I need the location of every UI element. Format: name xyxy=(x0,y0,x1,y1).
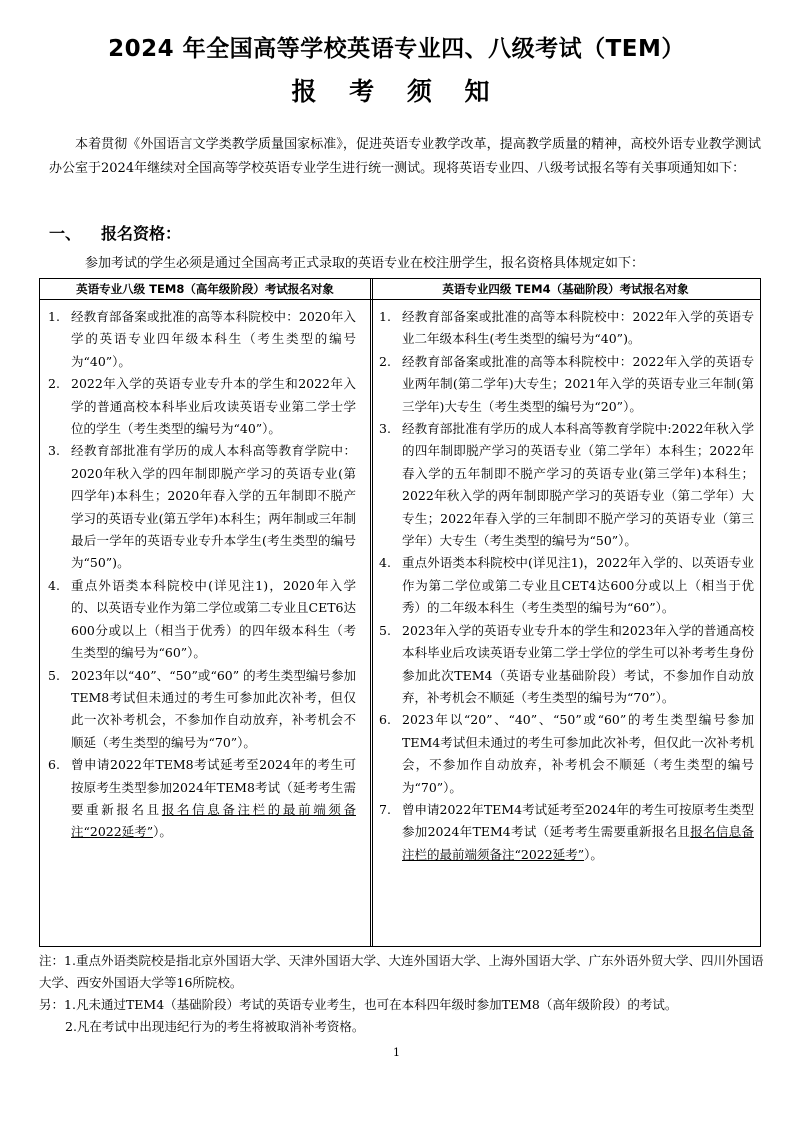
list-item: 7. 曾申请2022年TEM4考试延考至2024年的考生可按原考生类型参加2024年TEM4考试（延考考生需要重新报名且报名信息备注栏的最前端须备注“2022延考”）。 xyxy=(379,801,754,862)
intro-paragraph: 本着贯彻《外国语言文学类教学质量国家标准》，促进英语专业教学改革，提高教学质量的精神，高校外语专业教学测试办公室于2024年继续对全国高等学校英语专业学生进行统一测试。现将英语专业四、八级考试报名等有关事项通知如下： xyxy=(49,137,761,176)
tem8-list xyxy=(40,300,370,844)
list-item: 5. 2023年以“40”、“50”或“60” 的考生类型编号参加TEM8考试但未通过的考生可参加此次补考，但仅此一次补考机会，不参加作自动放弃，补考机会不顺延（考生类型的编号为“70”）。 xyxy=(48,667,356,750)
list-item: 4. 重点外语类本科院校中(详见注1)，2022年入学的、以英语专业作为第二学位或第二专业且CET4达600分或以上（相当于优秀）的二年级本科生（考生类型的编号为“60”）。 xyxy=(379,555,754,616)
list-item: 2. 经教育部备案或批准的高等本科院校中：2022年入学的英语专业两年制(第二学年)大专生；2021年入学的英语专业三年制(第三学年)大专生（考生类型的编号为“20”）。 xyxy=(379,353,754,414)
list-item: 5. 2023年入学的英语专业专升本的学生和2023年入学的普通高校本科毕业后攻读英语专业第二学士学位的学生可以补考考生身份参加此次TEM4（英语专业基础阶段）考试，不参加作自动放弃，补考机会不顺延（考生类型的编号为“70”）。 xyxy=(379,622,754,705)
tem4-column-header: 英语专业四级 TEM4（基础阶段）考试报名对象 xyxy=(371,279,760,300)
tem8-column-header: 英语专业八级 TEM8（高年级阶段）考试报名对象 xyxy=(40,279,370,300)
list-item: 1. 经教育部备案或批准的高等本科院校中：2020年入学的英语专业四年级本科生（考生类型的编号为“40”）。 xyxy=(48,309,356,369)
list-item: 6. 曾申请2022年TEM8考试延考至2024年的考生可按原考生类型参加2024年TEM8考试（延考考生需要重新报名且报名信息备注栏的最前端须备注“2022延考”）。 xyxy=(48,757,356,840)
list-item: 6. 2023年以“20”、“40”、“50”或“60”的考生类型编号参加TEM4考试但未通过的考生可参加此次补考，但仅此一次补考机会，不参加作自动放弃，补考机会不顺延（考生类型的编号为“70”）。 xyxy=(379,712,754,795)
document-title: 2024 年全国高等学校英语专业四、八级考试（TEM） xyxy=(108,36,685,62)
eligibility-table xyxy=(39,278,761,947)
section-heading-eligibility xyxy=(49,220,181,248)
list-item: 3. 经教育部批准有学历的成人本科高等教育学院中：2020年秋入学的四年制即脱产学习的英语专业(第四学年)本科生；2020年春入学的五年制即不脱产学习的英语专业(第五学年)本科生；两年制或三年制最后一学年的英语专业专升本学生(考生类型的编号为“50”)。 xyxy=(48,443,356,571)
lead-paragraph: 参加考试的学生必须是通过全国高考正式录取的英语专业在校注册学生，报名资格具体规定如下： xyxy=(85,256,645,271)
list-item: 4. 重点外语类本科院校中(详见注1)，2020年入学的、以英语专业作为第二学位或第二专业且CET6达600分或以上（相当于优秀）的四年级本科生（考生类型的编号为“60”）。 xyxy=(48,577,356,661)
notes xyxy=(39,950,767,1038)
list-item: 2. 2022年入学的英语专业专升本的学生和2022年入学的普通高校本科毕业后攻读英语专业第二学士学位的学生（考生类型的编号为“40”）。 xyxy=(48,376,356,437)
underlined-remark: 报名信息备注栏的最前端须备注“2022延考” xyxy=(71,801,356,840)
section-title: 报名资格： xyxy=(101,224,182,243)
other-2: 2.凡在考试中出现违纪行为的考生将被取消补考资格。 xyxy=(65,1019,365,1034)
tem4-column xyxy=(371,279,760,946)
underlined-remark: 报名信息备注栏的最前端须备注“2022延考” xyxy=(402,824,754,862)
tem8-column xyxy=(40,279,371,946)
note-1: 注：1.重点外语类院校是指北京外国语大学、天津外国语大学、大连外国语大学、上海外国语大学、广东外语外贸大学、四川外国语大学、西安外国语大学等16所院校。 xyxy=(39,953,764,990)
tem4-list xyxy=(371,300,760,866)
page-number: 1 xyxy=(393,1046,400,1059)
list-item: 3. 经教育部批准有学历的成人本科高等教育学院中:2022年秋入学的四年制即脱产学习的英语专业（第二学年）本科生；2022年春入学的五年制即不脱产学习的英语专业(第三学年)本科生；2022年秋入学的两年制即脱产学习的英语专业（第二学年）大专生；2022年春入学的三年制即不脱产学习的英语专业（第三学年）大专生（考生类型的编号为“50”）。 xyxy=(379,421,754,549)
other-1: 另：1.凡未通过TEM4（基础阶段）考试的英语专业考生，也可在本科四年级时参加TEM8（高年级阶段）的考试。 xyxy=(39,997,678,1012)
document-subtitle: 报 考 须 知 xyxy=(291,77,502,106)
list-item: 1. 经教育部备案或批准的高等本科院校中：2022年入学的英语专业二年级本科生(考生类型的编号为“40”)。 xyxy=(379,309,754,347)
section-number: 一、 xyxy=(49,224,82,243)
